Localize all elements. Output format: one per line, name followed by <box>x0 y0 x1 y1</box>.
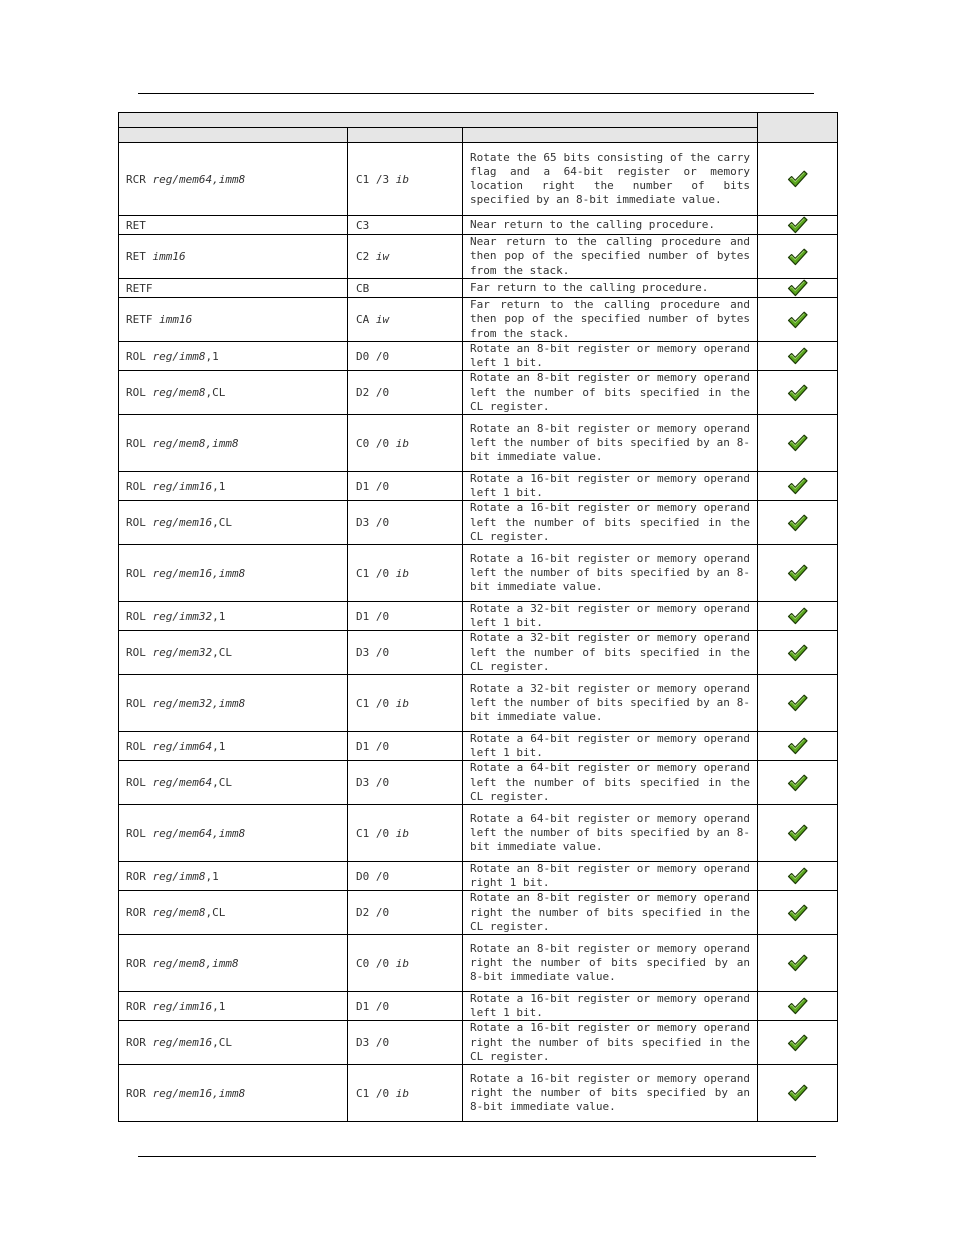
description-cell: Rotate a 64-bit register or memory operand left the number of bits specified by an 8-bit immediate value. <box>463 805 758 862</box>
opcode: C2 <box>356 250 370 263</box>
opcode-cell <box>348 216 463 235</box>
mnemonic-cell <box>119 675 348 732</box>
opcode-suffix: ib <box>395 436 409 450</box>
table-row <box>119 371 838 415</box>
opcode-cell <box>348 935 463 992</box>
mnemonic: ROL <box>126 386 146 400</box>
operand-suffix: ,1 <box>205 869 219 883</box>
opcode-cell <box>348 602 463 631</box>
operands: reg/mem8,imm8 <box>152 436 239 450</box>
header-rule <box>138 93 814 94</box>
description-cell: Rotate a 64-bit register or memory operand left the number of bits specified in the CL register. <box>463 761 758 805</box>
mnemonic-cell <box>119 805 348 862</box>
mnemonic-cell <box>119 279 348 298</box>
opcode: D3 /0 <box>356 1036 390 1050</box>
table-row <box>119 631 838 675</box>
operand-suffix: ,CL <box>212 646 232 660</box>
opcode: D0 /0 <box>356 869 390 883</box>
description-cell: Rotate a 16-bit register or memory operand right the number of bits specified in the CL register. <box>463 1021 758 1065</box>
description-cell: Far return to the calling procedure. <box>463 279 758 298</box>
operands: reg/mem32,imm8 <box>152 696 246 710</box>
description-cell: Rotate a 64-bit register or memory operand left 1 bit. <box>463 732 758 761</box>
mnemonic: ROL <box>126 776 146 790</box>
mnemonic-cell <box>119 761 348 805</box>
checkmark-icon <box>787 774 808 792</box>
operands: reg/mem16 <box>152 1036 213 1050</box>
support-cell <box>758 1021 838 1065</box>
opcode: C0 /0 <box>356 956 390 970</box>
operands: reg/imm16 <box>152 479 213 493</box>
operands: reg/mem64,imm8 <box>152 826 246 840</box>
checkmark-icon <box>787 216 808 234</box>
description-cell: Rotate an 8-bit register or memory operand right the number of bits specified in the CL register. <box>463 891 758 935</box>
description-cell: Rotate an 8-bit register or memory operand left 1 bit. <box>463 342 758 371</box>
table-row <box>119 891 838 935</box>
opcode-cell <box>348 675 463 732</box>
opcode: C1 /0 <box>356 826 390 840</box>
mnemonic: ROL <box>126 436 146 450</box>
mnemonic: ROL <box>126 826 146 840</box>
opcode-suffix: ib <box>395 956 409 970</box>
opcode-cell <box>348 992 463 1021</box>
opcode-suffix: iw <box>375 313 390 326</box>
description-cell: Rotate an 8-bit register or memory operand left the number of bits specified in the CL register. <box>463 371 758 415</box>
mnemonic-cell <box>119 732 348 761</box>
checkmark-icon <box>787 954 808 972</box>
opcode: D3 /0 <box>356 646 390 660</box>
support-cell <box>758 501 838 545</box>
table-row <box>119 143 838 216</box>
opcode-suffix: iw <box>375 250 390 263</box>
mnemonic: RCR <box>126 172 146 186</box>
table-row <box>119 1065 838 1122</box>
table-row <box>119 602 838 631</box>
support-cell <box>758 631 838 675</box>
table-row <box>119 732 838 761</box>
checkmark-icon <box>787 997 808 1015</box>
support-cell <box>758 472 838 501</box>
opcode-cell <box>348 501 463 545</box>
table-row <box>119 761 838 805</box>
checkmark-icon <box>787 384 808 402</box>
support-cell <box>758 891 838 935</box>
mnemonic: ROL <box>126 609 146 623</box>
opcode-cell <box>348 472 463 501</box>
operand-suffix: ,1 <box>212 479 226 493</box>
table-row <box>119 298 838 342</box>
checkmark-icon <box>787 434 808 452</box>
opcode-cell <box>348 235 463 279</box>
operand-suffix: ,1 <box>212 999 226 1013</box>
instruction-table <box>118 112 838 1122</box>
mnemonic-cell <box>119 415 348 472</box>
operands: reg/mem8 <box>152 906 206 920</box>
operands: reg/mem64,imm8 <box>152 172 246 186</box>
checkmark-icon <box>787 564 808 582</box>
opcode-suffix: ib <box>395 172 409 186</box>
checkmark-icon <box>787 607 808 625</box>
checkmark-icon <box>787 170 808 188</box>
description-cell: Rotate a 16-bit register or memory operand left 1 bit. <box>463 992 758 1021</box>
description-cell: Rotate a 16-bit register or memory operand left the number of bits specified by an 8-bit immediate value. <box>463 545 758 602</box>
opcode-cell <box>348 342 463 371</box>
checkmark-icon <box>787 1084 808 1102</box>
checkmark-icon <box>787 279 808 297</box>
opcode: C1 /0 <box>356 1086 390 1100</box>
operands: reg/imm64 <box>152 739 213 753</box>
mnemonic-cell <box>119 891 348 935</box>
opcode: D1 /0 <box>356 609 390 623</box>
support-cell <box>758 761 838 805</box>
table-row <box>119 501 838 545</box>
operands: reg/imm8 <box>152 349 206 363</box>
description-cell: Rotate an 8-bit register or memory operand right 1 bit. <box>463 862 758 891</box>
mnemonic: ROR <box>126 1036 146 1050</box>
support-cell <box>758 935 838 992</box>
description-cell: Rotate a 32-bit register or memory operand left the number of bits specified by an 8-bit immediate value. <box>463 675 758 732</box>
mnemonic: ROL <box>126 739 146 753</box>
description-cell: Far return to the calling procedure and then pop of the specified number of bytes from the stack. <box>463 298 758 342</box>
checkmark-icon <box>787 347 808 365</box>
mnemonic: ROR <box>126 906 146 920</box>
table-row <box>119 415 838 472</box>
description-cell: Rotate a 16-bit register or memory operand left the number of bits specified in the CL register. <box>463 501 758 545</box>
operands: imm16 <box>159 313 193 326</box>
description-cell: Rotate an 8-bit register or memory operand left the number of bits specified by an 8-bit immediate value. <box>463 415 758 472</box>
support-cell <box>758 371 838 415</box>
mnemonic-cell <box>119 143 348 216</box>
description-cell: Near return to the calling procedure and then pop of the specified number of bytes from the stack. <box>463 235 758 279</box>
mnemonic-cell <box>119 602 348 631</box>
table-subheader-row <box>119 128 838 143</box>
opcode-cell <box>348 1021 463 1065</box>
support-cell <box>758 298 838 342</box>
operands: reg/imm16 <box>152 999 213 1013</box>
checkmark-icon <box>787 311 808 329</box>
support-cell <box>758 143 838 216</box>
footer-rule <box>138 1156 816 1157</box>
checkmark-icon <box>787 1034 808 1052</box>
header-cell-description <box>463 128 758 143</box>
checkmark-icon <box>787 644 808 662</box>
mnemonic: ROR <box>126 869 146 883</box>
mnemonic-cell <box>119 298 348 342</box>
support-cell <box>758 992 838 1021</box>
opcode: D2 /0 <box>356 906 390 920</box>
mnemonic: RET <box>126 218 146 232</box>
support-cell <box>758 862 838 891</box>
operands: reg/mem64 <box>152 776 213 790</box>
operands: reg/mem8,imm8 <box>152 956 239 970</box>
mnemonic: ROR <box>126 1086 146 1100</box>
opcode-cell <box>348 415 463 472</box>
opcode: C3 <box>356 218 370 232</box>
operands: reg/mem8 <box>152 386 206 400</box>
opcode: D1 /0 <box>356 739 390 753</box>
table-body <box>119 143 838 1122</box>
opcode: C1 /0 <box>356 696 390 710</box>
mnemonic: RET <box>126 250 146 263</box>
table-row <box>119 235 838 279</box>
support-cell <box>758 732 838 761</box>
mnemonic: ROL <box>126 696 146 710</box>
table-row <box>119 1021 838 1065</box>
table-row <box>119 279 838 298</box>
table-row <box>119 216 838 235</box>
table-row <box>119 992 838 1021</box>
opcode-cell <box>348 732 463 761</box>
table-row <box>119 545 838 602</box>
opcode-cell <box>348 891 463 935</box>
checkmark-icon <box>787 737 808 755</box>
operand-suffix: ,CL <box>212 776 232 790</box>
mnemonic: ROL <box>126 646 146 660</box>
description-cell: Near return to the calling procedure. <box>463 216 758 235</box>
mnemonic-cell <box>119 862 348 891</box>
mnemonic: ROL <box>126 349 146 363</box>
table-row <box>119 935 838 992</box>
mnemonic: ROR <box>126 999 146 1013</box>
operand-suffix: ,CL <box>212 1036 232 1050</box>
mnemonic: ROL <box>126 479 146 493</box>
description-cell: Rotate a 16-bit register or memory operand right the number of bits specified by an 8-bit immediate value. <box>463 1065 758 1122</box>
opcode: D2 /0 <box>356 386 390 400</box>
support-cell <box>758 545 838 602</box>
operand-suffix: ,CL <box>212 516 232 530</box>
opcode: CB <box>356 281 370 295</box>
operands: reg/mem32 <box>152 646 213 660</box>
opcode: D3 /0 <box>356 516 390 530</box>
opcode-cell <box>348 298 463 342</box>
mnemonic-cell <box>119 1021 348 1065</box>
description-cell: Rotate a 16-bit register or memory operand left 1 bit. <box>463 472 758 501</box>
opcode-suffix: ib <box>395 566 409 580</box>
support-cell <box>758 602 838 631</box>
header-cell-support <box>758 113 838 143</box>
support-cell <box>758 675 838 732</box>
table-row <box>119 472 838 501</box>
mnemonic-cell <box>119 342 348 371</box>
table-row <box>119 862 838 891</box>
mnemonic-cell <box>119 501 348 545</box>
operands: reg/imm32 <box>152 609 213 623</box>
operands: reg/imm8 <box>152 869 206 883</box>
operands: reg/mem16,imm8 <box>152 1086 246 1100</box>
opcode-suffix: ib <box>395 696 409 710</box>
operands: imm16 <box>152 250 186 263</box>
header-cell-mnemonic <box>119 128 348 143</box>
support-cell <box>758 342 838 371</box>
header-cell-group <box>119 113 758 128</box>
description-cell: Rotate an 8-bit register or memory operand right the number of bits specified by an 8-bit immediate value. <box>463 935 758 992</box>
support-cell <box>758 415 838 472</box>
mnemonic-cell <box>119 216 348 235</box>
opcode-cell <box>348 761 463 805</box>
checkmark-icon <box>787 694 808 712</box>
operands: reg/mem16 <box>152 516 213 530</box>
description-cell: Rotate a 32-bit register or memory operand left 1 bit. <box>463 602 758 631</box>
description-cell: Rotate a 32-bit register or memory operand left the number of bits specified in the CL register. <box>463 631 758 675</box>
mnemonic-cell <box>119 935 348 992</box>
checkmark-icon <box>787 824 808 842</box>
mnemonic-cell <box>119 992 348 1021</box>
checkmark-icon <box>787 514 808 532</box>
operand-suffix: ,CL <box>205 386 226 400</box>
table-header-row <box>119 113 838 128</box>
support-cell <box>758 216 838 235</box>
opcode-cell <box>348 143 463 216</box>
operand-suffix: ,CL <box>205 906 226 920</box>
checkmark-icon <box>787 904 808 922</box>
table-row <box>119 675 838 732</box>
mnemonic: RETF <box>126 313 153 326</box>
opcode-suffix: ib <box>395 826 409 840</box>
opcode-cell <box>348 545 463 602</box>
operand-suffix: ,1 <box>212 739 226 753</box>
mnemonic: ROL <box>126 566 146 580</box>
opcode-cell <box>348 805 463 862</box>
opcode-cell <box>348 862 463 891</box>
description-cell: Rotate the 65 bits consisting of the carry flag and a 64-bit register or memory location right the number of bits specified by an 8-bit immediate value. <box>463 143 758 216</box>
mnemonic-cell <box>119 472 348 501</box>
operand-suffix: ,1 <box>205 349 219 363</box>
opcode: C0 /0 <box>356 436 390 450</box>
opcode-cell <box>348 371 463 415</box>
support-cell <box>758 279 838 298</box>
mnemonic-cell <box>119 631 348 675</box>
mnemonic: ROL <box>126 516 146 530</box>
opcode-cell <box>348 279 463 298</box>
mnemonic-cell <box>119 371 348 415</box>
checkmark-icon <box>787 867 808 885</box>
checkmark-icon <box>787 248 808 266</box>
table-row <box>119 805 838 862</box>
opcode: C1 /0 <box>356 566 390 580</box>
opcode: CA <box>356 313 370 326</box>
opcode: C1 /3 <box>356 172 390 186</box>
opcode: D1 /0 <box>356 999 390 1013</box>
support-cell <box>758 805 838 862</box>
opcode: D1 /0 <box>356 479 390 493</box>
mnemonic-cell <box>119 1065 348 1122</box>
support-cell <box>758 1065 838 1122</box>
opcode-cell <box>348 1065 463 1122</box>
opcode-cell <box>348 631 463 675</box>
support-cell <box>758 235 838 279</box>
operands: reg/mem16,imm8 <box>152 566 246 580</box>
header-cell-opcode <box>348 128 463 143</box>
mnemonic: ROR <box>126 956 146 970</box>
operand-suffix: ,1 <box>212 609 226 623</box>
mnemonic-cell <box>119 235 348 279</box>
opcode: D0 /0 <box>356 349 390 363</box>
checkmark-icon <box>787 477 808 495</box>
mnemonic-cell <box>119 545 348 602</box>
opcode: D3 /0 <box>356 776 390 790</box>
mnemonic: RETF <box>126 281 153 295</box>
opcode-suffix: ib <box>395 1086 409 1100</box>
table-row <box>119 342 838 371</box>
